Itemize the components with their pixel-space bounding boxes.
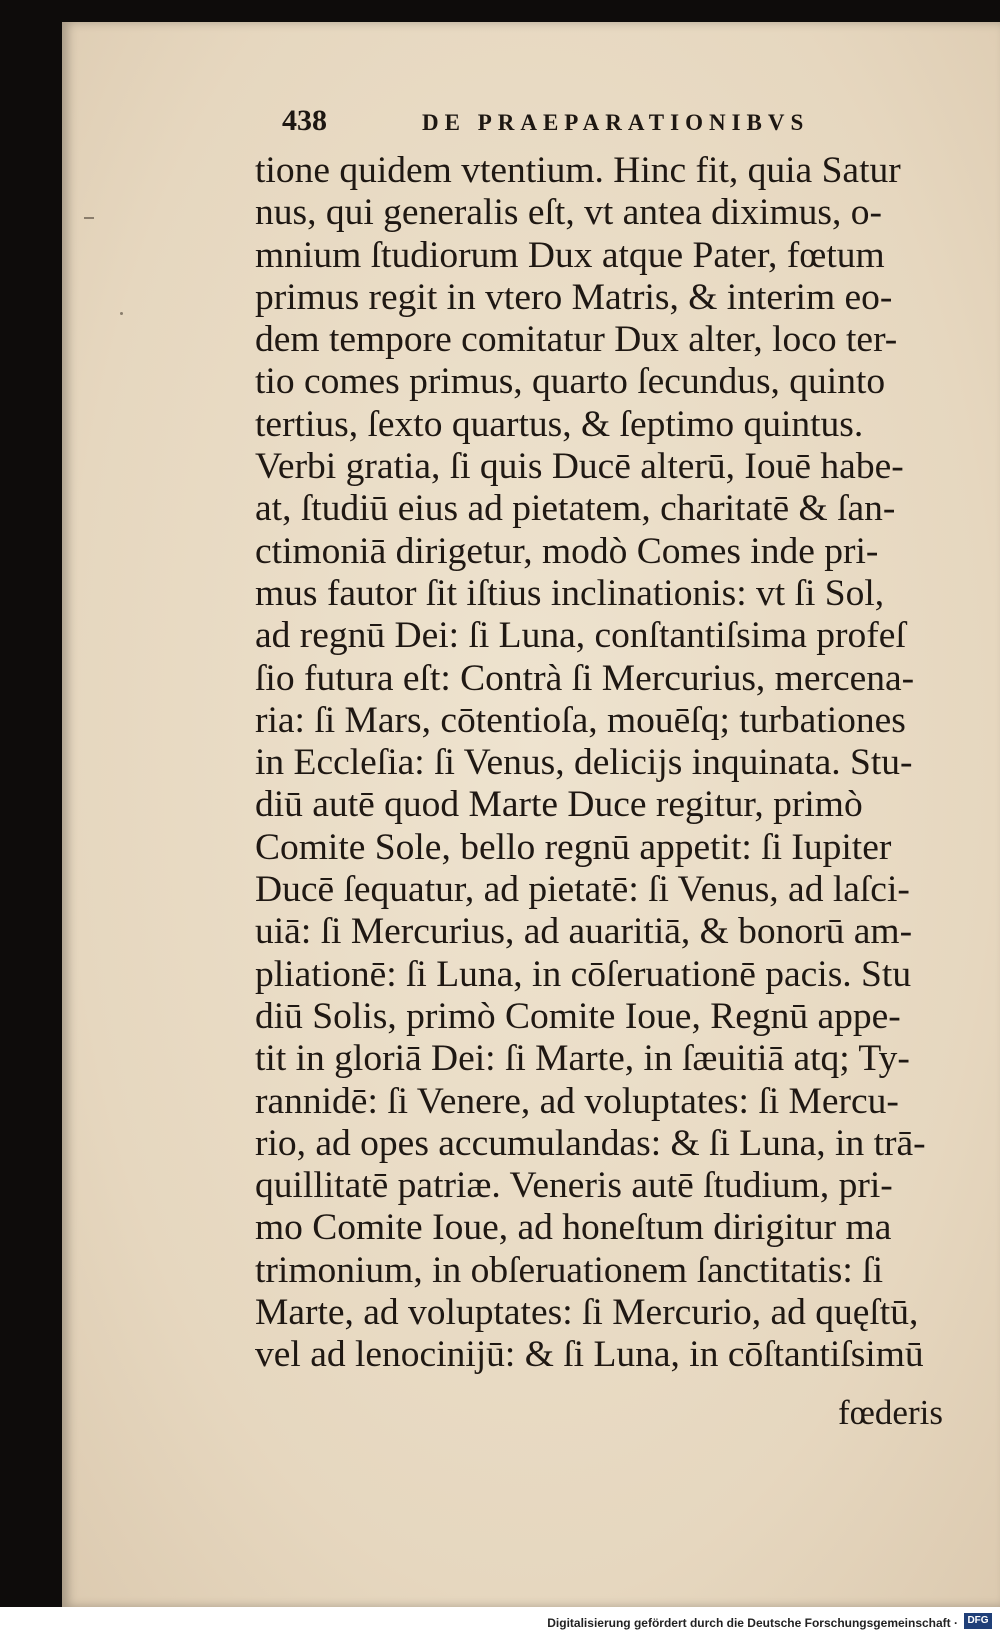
text-line: mo Comite Ioue, ad honeſtum dirigitur ma bbox=[255, 1207, 892, 1249]
text-line: rio, ad opes accumulandas: & ſi Luna, in trā- bbox=[255, 1122, 926, 1164]
text-line: ſio futura eſt: Contrà ſi Mercurius, mercena- bbox=[255, 657, 915, 699]
text-line: nus, qui generalis eſt, vt antea diximus, o- bbox=[255, 192, 882, 234]
text-line: pliationē: ſi Luna, in cōſeruationē pacis. Stu bbox=[255, 953, 912, 995]
page-number: 438 bbox=[282, 104, 327, 137]
text-line: mus fautor ſit iſtius inclinationis: vt ſi Sol, bbox=[255, 572, 885, 614]
catchword: fœderis bbox=[838, 1393, 943, 1432]
text-line: tione quidem vtentium. Hinc fit, quia Satur bbox=[255, 150, 901, 191]
text-line: quillitatē patriæ. Veneris autē ſtudium, pri- bbox=[255, 1165, 893, 1207]
text-line: ad regnū Dei: ſi Luna, conſtantiſsima profeſ bbox=[255, 615, 906, 657]
text-line: vel ad lenocinijū: & ſi Luna, in cōſtantiſsimū bbox=[255, 1334, 924, 1376]
text-line: tertius, ſexto quartus, & ſeptimo quintus. bbox=[255, 403, 864, 445]
text-line: uiā: ſi Mercurius, ad auaritiā, & bonorū am- bbox=[255, 911, 913, 953]
text-line: rannidē: ſi Venere, ad voluptates: ſi Mercu- bbox=[255, 1080, 899, 1122]
funding-credit: Digitalisierung gefördert durch die Deutsche Forschungsgemeinschaft · bbox=[547, 1616, 958, 1630]
text-line: tit in gloriā Dei: ſi Marte, in ſæuitiā atq; Ty- bbox=[255, 1038, 910, 1080]
body-text bbox=[255, 150, 955, 1377]
text-line: at, ſtudiū eius ad pietatem, charitatē & ſan- bbox=[255, 488, 896, 530]
margin-mark bbox=[84, 217, 94, 219]
dfg-logo-icon: DFG bbox=[964, 1613, 992, 1629]
text-line: Verbi gratia, ſi quis Ducē alterū, Iouē habe- bbox=[255, 446, 904, 488]
text-line: Ducē ſequatur, ad pietatē: ſi Venus, ad laſci- bbox=[255, 869, 910, 911]
text-line: ria: ſi Mars, cōtentioſa, mouēſq; turbationes bbox=[255, 699, 906, 741]
text-line: Comite Sole, bello regnū appetit: ſi Iupiter bbox=[255, 826, 892, 868]
text-line: trimonium, in obſeruationem ſanctitatis: ſi bbox=[255, 1249, 884, 1291]
margin-mark bbox=[120, 312, 123, 315]
text-line: dem tempore comitatur Dux alter, loco ter- bbox=[255, 319, 898, 361]
text-line: in Eccleſia: ſi Venus, delicijs inquinata. Stu- bbox=[255, 742, 913, 784]
text-line: diū autē quod Marte Duce regitur, primò bbox=[255, 784, 863, 826]
text-line: mnium ſtudiorum Dux atque Pater, fœtum bbox=[255, 234, 885, 276]
text-line: tio comes primus, quarto ſecundus, quinto bbox=[255, 361, 886, 403]
text-line: diū Solis, primò Comite Ioue, Regnū appe- bbox=[255, 995, 901, 1037]
running-head: DE PRAEPARATIONIBVS bbox=[422, 110, 810, 135]
text-line: ctimoniā dirigetur, modò Comes inde pri- bbox=[255, 530, 879, 572]
text-line: Marte, ad voluptates: ſi Mercurio, ad quęſtū, bbox=[255, 1292, 919, 1334]
text-line: primus regit in vtero Matris, & interim eo- bbox=[255, 276, 893, 318]
